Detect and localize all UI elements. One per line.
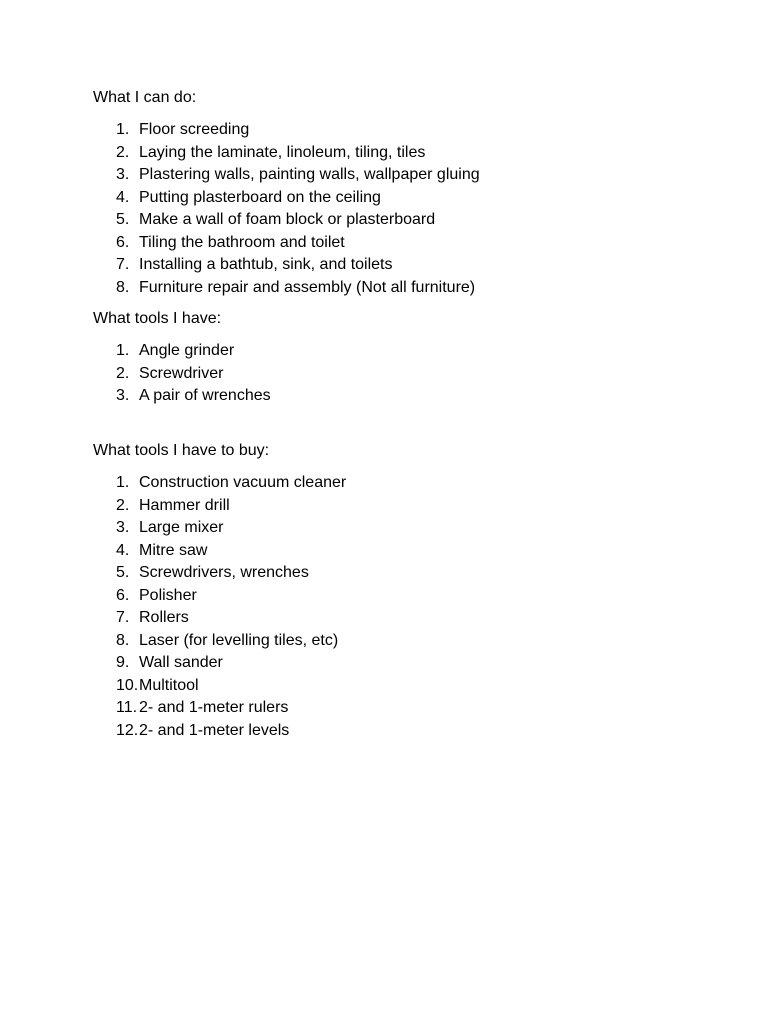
list-number: 9. [116, 654, 130, 671]
list-text: Laying the laminate, linoleum, tiling, tiles [139, 143, 426, 161]
list-number: 6. [116, 586, 130, 604]
list-number: 1. [116, 121, 130, 138]
list-text: Multitool [139, 676, 199, 694]
list-text: Tiling the bathroom and toilet [139, 233, 345, 251]
list-text: Mitre saw [139, 541, 208, 559]
list-number: 11. [116, 699, 138, 716]
list-text: Construction vacuum cleaner [139, 474, 347, 491]
list-number: 4. [116, 541, 130, 559]
list-number: 2. [116, 496, 130, 514]
list-number: 2. [116, 364, 130, 382]
list-text: Angle grinder [139, 342, 235, 359]
list-text: Screwdrivers, wrenches [139, 564, 309, 581]
list-text: Floor screeding [139, 121, 250, 138]
section-heading-can-do: What I can do: [93, 89, 197, 106]
list-text: Wall sander [139, 654, 223, 671]
list-number: 7. [116, 256, 130, 273]
list-text: Hammer drill [139, 496, 230, 514]
list-number: 10. [116, 676, 139, 694]
list-number: 5. [116, 564, 130, 581]
list-number: 8. [116, 278, 130, 296]
list-text: A pair of wrenches [139, 387, 271, 404]
list-number: 4. [116, 188, 130, 206]
list-number: 3. [116, 166, 130, 183]
list-number: 2. [116, 143, 130, 161]
list-text: Large mixer [139, 519, 224, 536]
list-text: Make a wall of foam block or plasterboard [139, 211, 436, 228]
list-number: 5. [116, 211, 130, 228]
list-text: Screwdriver [139, 364, 224, 382]
section-heading-tools-have: What tools I have: [93, 310, 222, 327]
list-number: 3. [116, 387, 130, 404]
list-text: Putting plasterboard on the ceiling [139, 188, 381, 206]
list-text: Furniture repair and assembly (Not all furniture) [139, 278, 476, 296]
section-heading-tools-buy: What tools I have to buy: [93, 442, 270, 459]
list-number: 7. [116, 609, 130, 626]
list-number: 1. [116, 474, 130, 491]
list-number: 12. [116, 721, 139, 739]
list-number: 1. [116, 342, 130, 359]
list-text: Polisher [139, 586, 197, 604]
list-text: Laser (for levelling tiles, etc) [139, 631, 339, 649]
list-text: Rollers [139, 609, 189, 626]
list-number: 6. [116, 233, 130, 251]
list-text: Plastering walls, painting walls, wallpaper gluing [139, 166, 480, 183]
list-number: 3. [116, 519, 130, 536]
list-text: 2- and 1-meter rulers [139, 699, 289, 716]
list-text: 2- and 1-meter levels [139, 721, 290, 739]
list-text: Installing a bathtub, sink, and toilets [139, 256, 393, 273]
list-number: 8. [116, 631, 130, 649]
